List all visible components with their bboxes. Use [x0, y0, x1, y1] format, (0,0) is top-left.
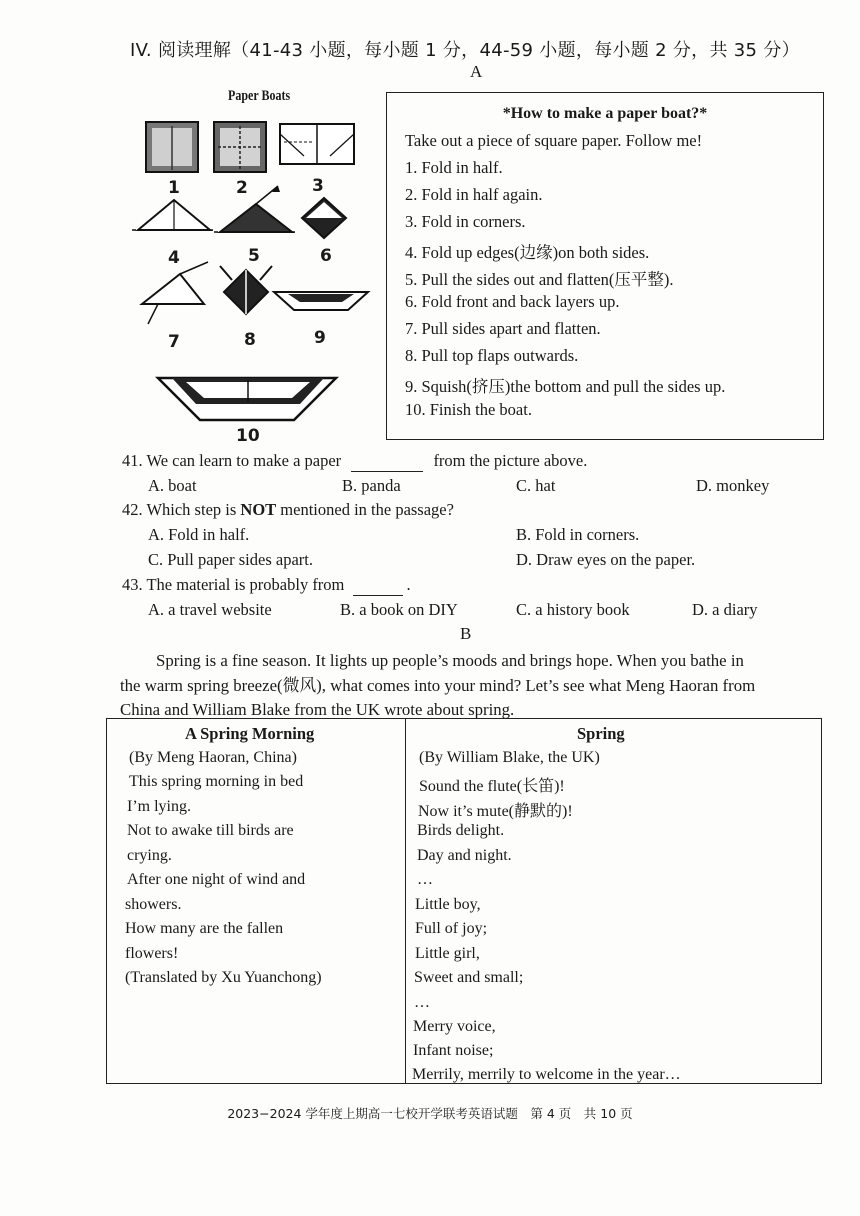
option[interactable]: C. a history book: [516, 600, 630, 619]
option[interactable]: B. panda: [342, 476, 401, 495]
howto-step: 2. Fold in half again.: [405, 185, 543, 204]
howto-step: 4. Fold up edges(边缘)on both sides.: [405, 243, 650, 262]
poem-left-line: Not to awake till birds are: [127, 822, 294, 839]
howto-step: 3. Fold in corners.: [405, 212, 526, 231]
poem-right-line: Now it’s mute(静默的)!: [418, 803, 573, 820]
step-number: 4: [168, 248, 180, 268]
poem-right-line: …: [414, 994, 430, 1011]
poem-right-line: Little girl,: [415, 945, 480, 962]
howto-step: 6. Fold front and back layers up.: [405, 292, 620, 311]
howto-step: 1. Fold in half.: [405, 158, 503, 177]
question-stem: 41. We can learn to make a paper: [122, 451, 342, 470]
intro-paragraph-line: the warm spring breeze(微风), what comes into your mind? Let’s see what Meng Haoran from: [120, 676, 756, 695]
step-number: 3: [312, 176, 324, 196]
step-8-icon: [220, 266, 272, 314]
step-number: 10: [236, 426, 260, 446]
poem-table: [106, 718, 822, 1084]
step-number: 9: [314, 328, 326, 348]
answer-blank[interactable]: [353, 575, 403, 596]
step-5-icon: [214, 186, 298, 232]
poem-right-line: Little boy,: [415, 896, 481, 913]
step-number: 8: [244, 330, 256, 350]
poem-left-line: (By Meng Haoran, China): [129, 749, 297, 766]
figure-title: Paper Boats: [228, 88, 291, 104]
poem-right-line: Birds delight.: [417, 822, 505, 839]
howto-title: *How to make a paper boat?*: [502, 105, 708, 122]
step-2-icon: [214, 122, 266, 172]
step-7-icon: [142, 262, 208, 324]
table-divider: [405, 719, 406, 1083]
question-emphasis: NOT: [240, 500, 277, 519]
poem-right-line: …: [417, 871, 433, 888]
passage-b-label: B: [460, 624, 472, 643]
howto-step: 10. Finish the boat.: [405, 400, 532, 419]
poem-right-line: Merry voice,: [413, 1018, 496, 1035]
step-10-icon: [158, 378, 336, 420]
howto-step: 5. Pull the sides out and flatten(压平整).: [405, 270, 674, 289]
question-43: [122, 575, 411, 596]
step-9-icon: [274, 292, 368, 310]
poem-right-line: Infant noise;: [413, 1042, 494, 1059]
poem-left-line: This spring morning in bed: [129, 773, 304, 790]
option[interactable]: A. Fold in half.: [148, 525, 250, 544]
option[interactable]: D. a diary: [692, 600, 758, 619]
poem-right-line: Full of joy;: [415, 920, 488, 937]
question-stem: .: [406, 575, 411, 594]
option[interactable]: C. Pull paper sides apart.: [148, 550, 313, 569]
option[interactable]: A. boat: [148, 476, 197, 495]
poem-right-title: Spring: [577, 724, 625, 743]
poem-left-title: A Spring Morning: [185, 724, 315, 743]
question-stem: 42. Which step is: [122, 500, 237, 519]
howto-box: [386, 92, 824, 440]
question-stem: 43. The material is probably from: [122, 575, 345, 594]
poem-right-line: Sweet and small;: [414, 969, 524, 986]
step-4-icon: [132, 200, 216, 230]
answer-blank[interactable]: [351, 451, 423, 472]
step-number: 6: [320, 246, 332, 266]
option[interactable]: D. monkey: [696, 476, 770, 495]
option[interactable]: D. Draw eyes on the paper.: [516, 550, 696, 569]
poem-left-line: After one night of wind and: [127, 871, 306, 888]
option[interactable]: B. a book on DIY: [340, 600, 458, 619]
poem-left-line: I’m lying.: [127, 798, 191, 815]
howto-step: 9. Squish(挤压)the bottom and pull the sides up.: [405, 377, 726, 396]
poem-right-line: Merrily, merrily to welcome in the year…: [412, 1066, 681, 1083]
howto-step: 7. Pull sides apart and flatten.: [405, 319, 601, 338]
poem-right-line: Sound the flute(长笛)!: [419, 778, 565, 795]
step-6-icon: [302, 198, 346, 238]
step-number: 7: [168, 332, 180, 352]
poem-left-line: showers.: [125, 896, 182, 913]
question-42: [122, 500, 454, 520]
step-number: 1: [168, 178, 180, 198]
step-number: 2: [236, 178, 248, 198]
poem-right-line: (By William Blake, the UK): [419, 749, 600, 766]
intro-paragraph-line: China and William Blake from the UK wrote about spring.: [120, 700, 515, 719]
step-3-icon: [280, 124, 354, 164]
poem-left-line: (Translated by Xu Yuanchong): [125, 969, 322, 986]
question-stem: mentioned in the passage?: [280, 500, 454, 519]
question-41: [122, 451, 587, 472]
poem-left-line: How many are the fallen: [125, 920, 284, 937]
poem-left-line: flowers!: [125, 945, 179, 962]
howto-intro: Take out a piece of square paper. Follow me!: [405, 131, 703, 150]
section-header: IV. 阅读理解（41-43 小题，每小题 1 分，44-59 小题，每小题 2 分，共 35 分）: [130, 40, 800, 61]
poem-left-line: crying.: [127, 847, 172, 864]
page-footer: 2023−2024 学年度上期高一七校开学联考英语试题 第 4 页 共 10 页: [227, 1106, 633, 1121]
poem-right-line: Day and night.: [417, 847, 512, 864]
option[interactable]: A. a travel website: [148, 600, 272, 619]
step-number: 5: [248, 246, 260, 266]
option[interactable]: B. Fold in corners.: [516, 525, 640, 544]
paper-boat-diagram: [128, 112, 378, 432]
howto-step: 8. Pull top flaps outwards.: [405, 346, 579, 365]
passage-a-label: A: [470, 62, 483, 81]
question-stem: from the picture above.: [433, 451, 588, 470]
step-1-icon: [146, 122, 198, 172]
intro-paragraph-line: Spring is a fine season. It lights up people’s moods and brings hope. When you bathe in: [156, 651, 744, 670]
option[interactable]: C. hat: [516, 476, 556, 495]
